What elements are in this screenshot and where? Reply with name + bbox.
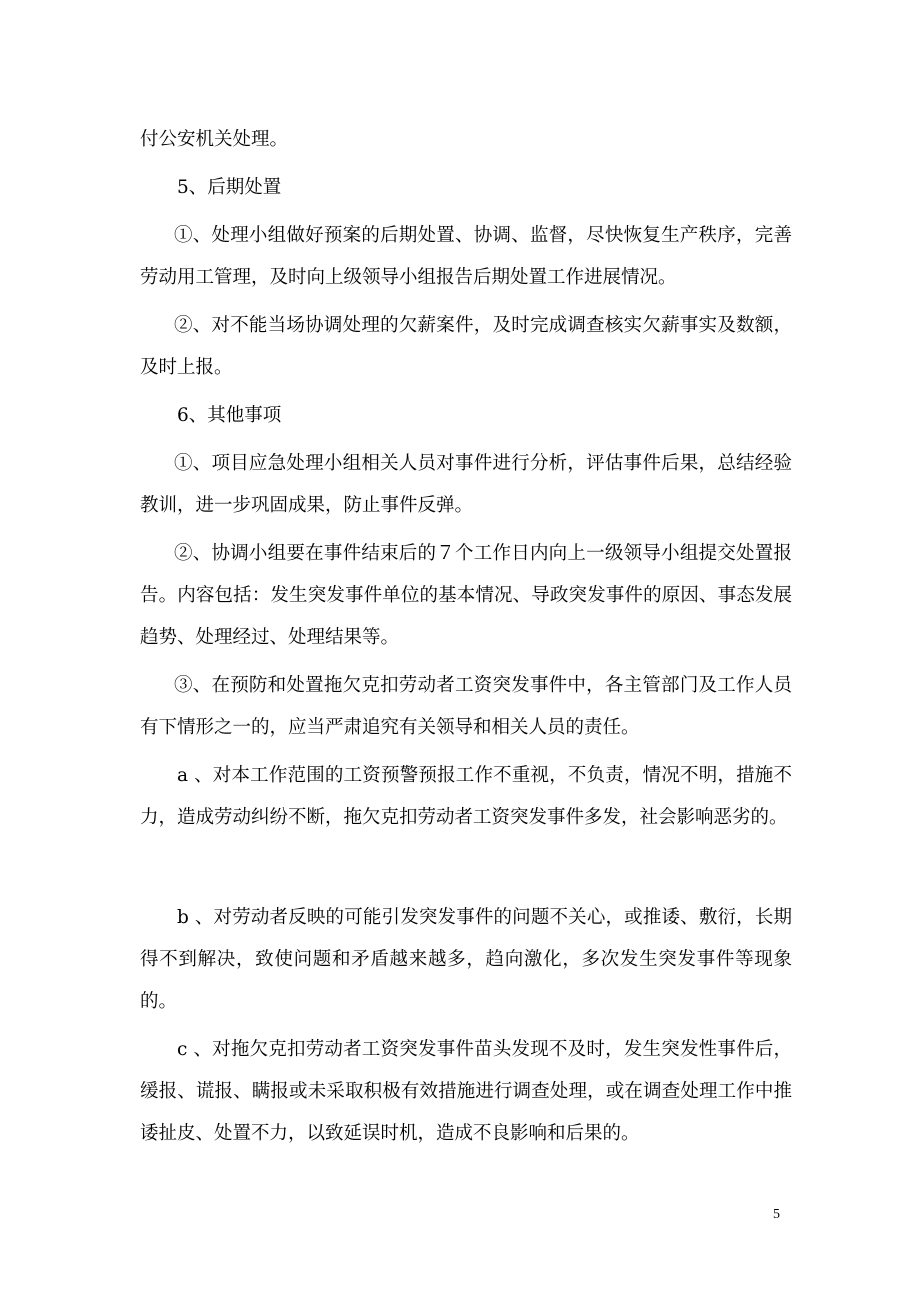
paragraph-item-a: a 、对本工作范围的工资预警预报工作不重视，不负责，情况不明，措施不力，造成劳动纠纷不断，拖欠克扣劳动者工资突发事件多发，社会影响恶劣的。: [140, 765, 792, 828]
section-heading-other-matters: 6、其他事项: [177, 405, 282, 426]
paragraph-item-1: ①、处理小组做好预案的后期处置、协调、监督，尽快恢复生产秩序，完善劳动用工管理，及时向上级领导小组报告后期处置工作进展情况。: [140, 225, 792, 288]
section-heading-post-disposal: 5、后期处置: [177, 177, 282, 198]
page-number: 5: [773, 1207, 780, 1222]
document-body: [140, 119, 792, 1161]
paragraph-item-3: ③、在预防和处置拖欠克扣劳动者工资突发事件中，各主管部门及工作人员有下情形之一的，应当严肃追究有关领导和相关人员的责任。: [140, 675, 792, 738]
paragraph-item-2: ②、对不能当场协调处理的欠薪案件，及时完成调查核实欠薪事实及数额，及时上报。: [140, 315, 792, 378]
paragraph-item-c: c 、对拖欠克扣劳动者工资突发事件苗头发现不及时，发生突发性事件后，缓报、谎报、瞒报或未采取积极有效措施进行调查处理，或在调查处理工作中推诿扯皮、处置不力，以致延误时机，造成不良影响和后果的。: [140, 1039, 792, 1144]
paragraph-item-2: ②、协调小组要在事件结束后的７个工作日内向上一级领导小组提交处置报告。内容包括：发生突发事件单位的基本情况、导政突发事件的原因、事态发展趋势、处理经过、处理结果等。: [140, 543, 792, 648]
paragraph-continuation: 付公安机关处理。: [140, 129, 289, 150]
paragraph-item-b: b 、对劳动者反映的可能引发突发事件的问题不关心，或推诿、敷衍，长期得不到解决，致使问题和矛盾越来越多，趋向激化，多次发生突发事件等现象的。: [140, 907, 792, 1012]
paragraph-item-1: ①、项目应急处理小组相关人员对事件进行分析，评估事件后果，总结经验教训，进一步巩固成果，防止事件反弹。: [140, 453, 792, 516]
